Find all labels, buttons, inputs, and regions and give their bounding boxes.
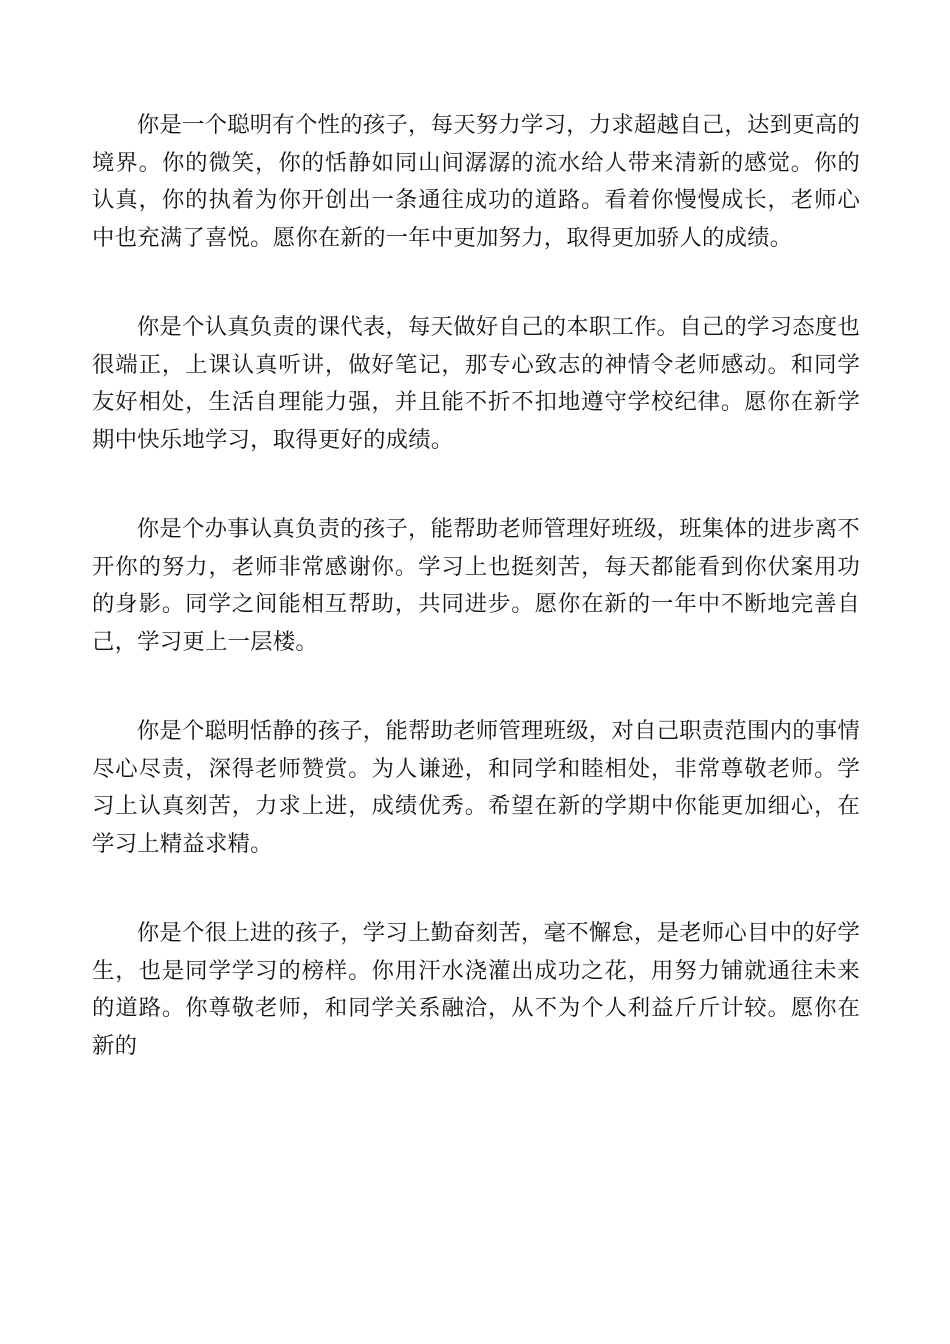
- comment-paragraph-1: 你是一个聪明有个性的孩子，每天努力学习，力求超越自己，达到更高的境界。你的微笑，你的恬静如同山间潺潺的流水给人带来清新的感觉。你的认真，你的执着为你开创出一条通往成功的道路。看着你慢慢成长，老师心中也充满了喜悦。愿你在新的一年中更加努力，取得更加骄人的成绩。: [92, 112, 860, 251]
- comment-paragraph-3: 你是个办事认真负责的孩子，能帮助老师管理好班级，班集体的进步离不开你的努力，老师非常感谢你。学习上也挺刻苦，每天都能看到你伏案用功的身影。同学之间能相互帮助，共同进步。愿你在新的一年中不断地完善自己，学习更上一层楼。: [92, 516, 860, 655]
- comment-paragraph-5: 你是个很上进的孩子，学习上勤奋刻苦，毫不懈怠，是老师心目中的好学生，也是同学学习的榜样。你用汗水浇灌出成功之花，用努力铺就通往未来的道路。你尊敬老师，和同学关系融洽，从不为个人利益斤斤计较。愿你在新的: [92, 920, 860, 1059]
- comment-paragraph-2: 你是个认真负责的课代表，每天做好自己的本职工作。自己的学习态度也很端正，上课认真听讲，做好笔记，那专心致志的神情令老师感动。和同学友好相处，生活自理能力强，并且能不折不扣地遵守学校纪律。愿你在新学期中快乐地学习，取得更好的成绩。: [92, 314, 860, 453]
- comment-paragraph-4: 你是个聪明恬静的孩子，能帮助老师管理班级，对自己职责范围内的事情尽心尽责，深得老师赞赏。为人谦逊，和同学和睦相处，非常尊敬老师。学习上认真刻苦，力求上进，成绩优秀。希望在新的学期中你能更加细心，在学习上精益求精。: [92, 718, 860, 857]
- document-page: [92, 107, 860, 1117]
